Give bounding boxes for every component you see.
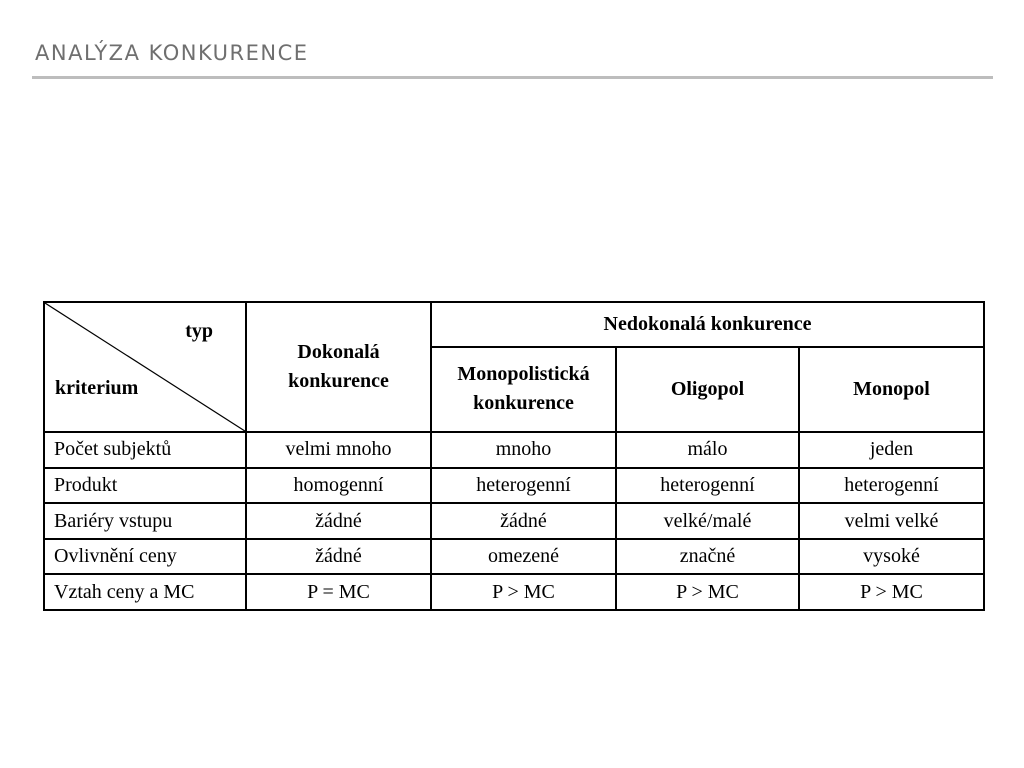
cell-perfect: velmi mnoho (246, 432, 431, 468)
cell-perfect: homogenní (246, 468, 431, 504)
cell-oligopoly: velké/malé (616, 503, 799, 539)
header-monopolistic-line2: konkurence (473, 392, 574, 415)
row-criterion: Počet subjektů (44, 432, 246, 468)
header-perfect-line2: konkurence (288, 370, 389, 393)
cell-monopolistic: omezené (431, 539, 616, 575)
cell-monopoly: vysoké (799, 539, 984, 575)
header-perfect-competition (246, 302, 431, 432)
title-divider (32, 76, 993, 79)
cell-monopoly: heterogenní (799, 468, 984, 504)
cell-monopolistic: žádné (431, 503, 616, 539)
table-row (44, 539, 984, 575)
table-row (44, 432, 984, 468)
corner-criterion-label: kriterium (55, 377, 139, 400)
cell-monopoly: velmi velké (799, 503, 984, 539)
cell-monopolistic: mnoho (431, 432, 616, 468)
corner-type-label: typ (185, 320, 213, 342)
table-row (44, 574, 984, 610)
row-criterion: Vztah ceny a MC (44, 574, 246, 610)
header-imperfect-competition: Nedokonalá konkurence (431, 302, 984, 347)
header-monopoly: Monopol (799, 347, 984, 432)
cell-oligopoly: P > MC (616, 574, 799, 610)
cell-oligopoly: heterogenní (616, 468, 799, 504)
cell-monopolistic: P > MC (431, 574, 616, 610)
table-row (44, 503, 984, 539)
row-criterion: Bariéry vstupu (44, 503, 246, 539)
diagonal-line (45, 303, 245, 431)
competition-table (43, 301, 985, 611)
header-oligopoly: Oligopol (616, 347, 799, 432)
cell-monopoly: P > MC (799, 574, 984, 610)
corner-cell (44, 302, 246, 432)
cell-monopoly: jeden (799, 432, 984, 468)
table-row (44, 468, 984, 504)
header-monopolistic-competition (431, 347, 616, 432)
row-criterion: Produkt (44, 468, 246, 504)
cell-perfect: žádné (246, 539, 431, 575)
cell-perfect: žádné (246, 503, 431, 539)
table-header-row (44, 302, 984, 347)
slide-title: ANALÝZA KONKURENCE (35, 41, 309, 65)
header-perfect-line1: Dokonalá (297, 341, 380, 364)
header-monopolistic-line1: Monopolistická (457, 363, 590, 386)
cell-oligopoly: značné (616, 539, 799, 575)
cell-monopolistic: heterogenní (431, 468, 616, 504)
cell-oligopoly: málo (616, 432, 799, 468)
row-criterion: Ovlivnění ceny (44, 539, 246, 575)
cell-perfect: P = MC (246, 574, 431, 610)
